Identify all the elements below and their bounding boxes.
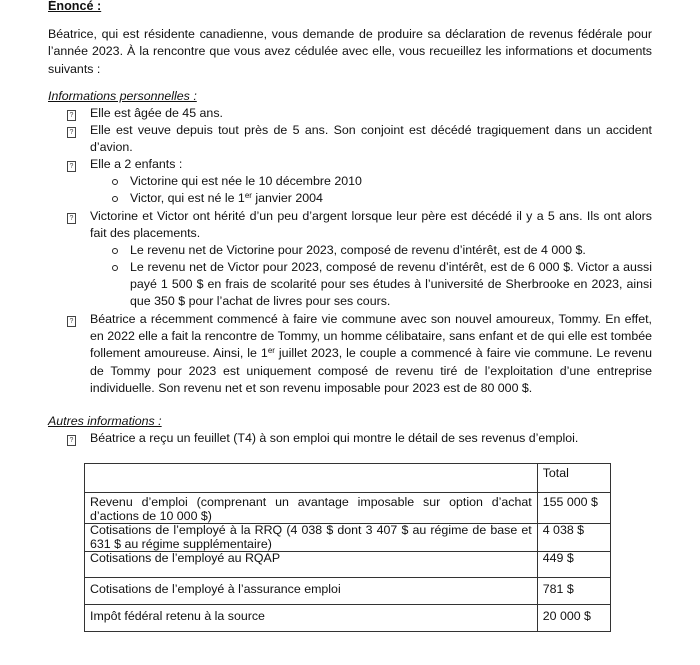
bullet-icon: ? <box>67 435 76 446</box>
bullet-icon: ? <box>67 316 76 327</box>
table-row <box>85 578 611 605</box>
personal-item-children: Elle a 2 enfants : <box>90 157 183 171</box>
other-item-t4: Béatrice a reçu un feuillet (T4) à son emploi qui montre le détail de ses revenus d’emploi. <box>90 431 579 445</box>
circle-bullet-icon <box>112 196 118 202</box>
intro-paragraph: Béatrice, qui est résidente canadienne, vous demande de produire sa déclaration de revenus fédérale pour l’année 2023. À la rencontre que vous avez cédulée avec elle, vous recueillez les informations et documents suivants : <box>48 27 652 76</box>
personal-item-age: Elle est âgée de 45 ans. <box>90 106 223 120</box>
table-cell-label: Cotisations de l’employé à l’assurance emploi <box>85 578 538 605</box>
table-cell-value: 155 000 $ <box>537 493 610 524</box>
victor-income: Le revenu net de Victor pour 2023, composé de revenu d’intérêt, est de 6 000 $. Victor a aussi payé 1 500 $ en frais de scolarité pour ses études à l’université de Sherbrooke en 2023, ainsi que 350 $ pour l’achat de livres pour ses cours. <box>130 260 652 309</box>
circle-bullet-icon <box>112 248 118 254</box>
victorine-income: Le revenu net de Victorine pour 2023, composé de revenu d’intérêt, est de 4 000 $. <box>130 243 586 257</box>
bullet-icon: ? <box>67 161 76 172</box>
bullet-icon: ? <box>67 127 76 138</box>
circle-bullet-icon <box>112 179 118 185</box>
table-cell-label: Revenu d’emploi (comprenant un avantage imposable sur option d’achat d’actions de 10 000 $) <box>85 493 538 524</box>
personal-item-tommy: Béatrice a récemment commencé à faire vie commune avec son nouvel amoureux, Tommy. En effet, en 2022 elle a fait la rencontre de Tommy, un homme célibataire, sans enfant et de qui elle est tombée follement amoureuse. Ainsi, le 1er juillet 2023, le couple a commencé à faire vie commune. Le revenu de Tommy pour 2023 est uniquement composé de revenu tiré de l’exploitation d’une entreprise individuelle. Son revenu net et son revenu imposable pour 2023 est de 80 000 $. <box>90 312 652 395</box>
child-victorine: Victorine qui est née le 10 décembre 2010 <box>130 174 362 188</box>
table-cell-value: 20 000 $ <box>537 605 610 632</box>
bullet-icon: ? <box>67 213 76 224</box>
bullet-icon: ? <box>67 110 76 121</box>
table-cell-label: Cotisations de l’employé à la RRQ (4 038 $ dont 3 407 $ au régime de base et 631 $ au régime supplémentaire) <box>85 524 538 552</box>
table-cell-value: 4 038 $ <box>537 524 610 552</box>
table-row <box>85 552 611 578</box>
document-title: Énoncé : <box>48 0 102 13</box>
table-header-empty <box>85 464 538 493</box>
circle-bullet-icon <box>112 265 118 271</box>
t4-income-table <box>84 463 611 632</box>
table-row <box>85 493 611 524</box>
table-row <box>85 524 611 552</box>
table-header-total: Total <box>537 464 610 493</box>
table-cell-value: 781 $ <box>537 578 610 605</box>
table-cell-label: Cotisations de l’employé au RQAP <box>85 552 538 578</box>
table-row <box>85 605 611 632</box>
table-cell-value: 449 $ <box>537 552 610 578</box>
personal-item-widow: Elle est veuve depuis tout près de 5 ans. Son conjoint est décédé tragiquement dans un accident d’avion. <box>90 123 652 155</box>
table-cell-label: Impôt fédéral retenu à la source <box>85 605 538 632</box>
personal-item-inheritance: Victorine et Victor ont hérité d’un peu d’argent lorsque leur père est décédé il y a 5 ans. Ils ont alors fait des placements. <box>90 209 652 241</box>
child-victor: Victor, qui est né le 1er janvier 2004 <box>130 191 323 205</box>
table-header-row <box>85 464 611 493</box>
section-heading-personal: Informations personnelles : <box>48 89 197 103</box>
section-heading-other: Autres informations : <box>48 414 162 428</box>
